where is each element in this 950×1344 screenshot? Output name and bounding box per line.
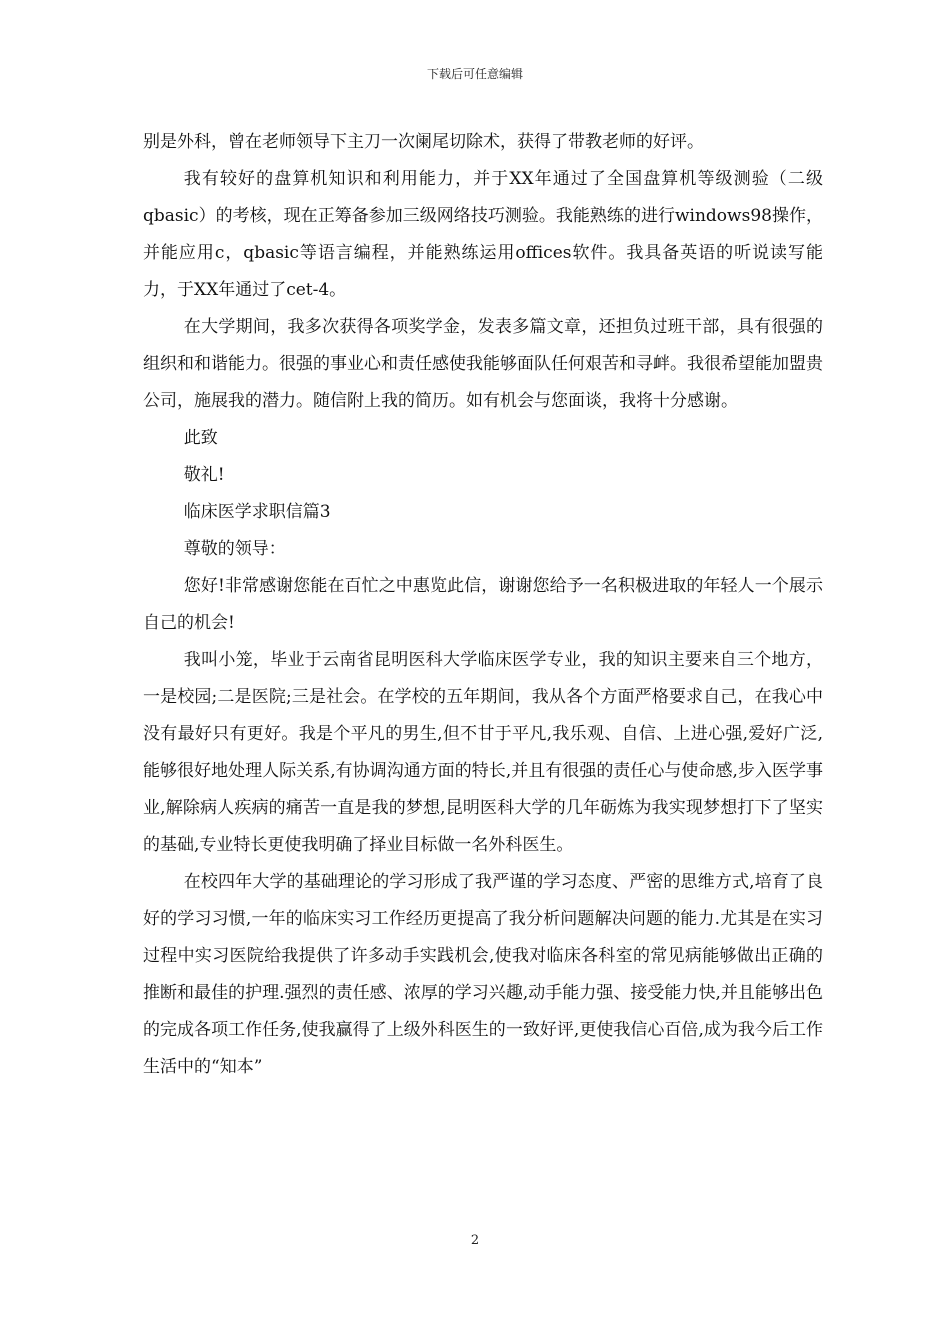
closing-regards: 敬礼! <box>183 465 225 485</box>
paragraph-computer-skills: 我有较好的盘算机知识和利用能力，并于XX年通过了全国盘算机等级测验（二级qbasic）的考核，现在正筹备参加三级网络技巧测验。我能熟练的进行windows98操作，并能应用c，qbasic等语言编程，并能熟练运用offices软件。我具备英语的听说读写能力，于XX年通过了cet-4。 <box>143 169 823 300</box>
page-number: 2 <box>470 1233 480 1248</box>
greeting: 尊敬的领导： <box>183 539 286 559</box>
paragraph-introduction: 我叫小笼，毕业于云南省昆明医科大学临床医学专业，我的知识主要来自三个地方，一是校园;二是医院;三是社会。在学校的五年期间，我从各个方面严格要求自己，在我心中没有最好只有更好。我是个平凡的男生,但不甘于平凡,我乐观、自信、上进心强,爱好广泛,能够很好地处理人际关系,有协调沟通方面的特长,并且有很强的责任心与使命感,步入医学事业,解除病人疾病的痛苦一直是我的梦想,昆明医科大学的几年砺炼为我实现梦想打下了坚实的基础,专业特长更使我明确了择业目标做一名外科医生。 <box>143 650 823 855</box>
section-title: 临床医学求职信篇3 <box>183 502 331 522</box>
document-body <box>143 124 823 1086</box>
page-header: 下载后可任意编辑 <box>426 67 523 81</box>
paragraph-continuation: 别是外科，曾在老师领导下主刀一次阑尾切除术，获得了带教老师的好评。 <box>143 132 704 152</box>
closing-salutation: 此致 <box>183 428 218 448</box>
paragraph-study-experience: 在校四年大学的基础理论的学习形成了我严谨的学习态度、严密的思维方式,培育了良好的学习习惯,一年的临床实习工作经历更提高了我分析问题解决问题的能力.尤其是在实习过程中实习医院给我提供了许多动手实践机会,使我对临床各科室的常见病能够做出正确的推断和最佳的护理.强烈的责任感、浓厚的学习兴趣,动手能力强、接受能力快,并且能够出色的完成各项工作任务,使我赢得了上级外科医生的一致好评,更使我信心百倍,成为我今后工作生活中的“知本” <box>143 872 823 1077</box>
paragraph-thanks: 您好!非常感谢您能在百忙之中惠览此信，谢谢您给予一名积极进取的年轻人一个展示自己的机会! <box>143 576 823 633</box>
paragraph-university-period: 在大学期间，我多次获得各项奖学金，发表多篇文章，还担负过班干部，具有很强的组织和和谐能力。很强的事业心和责任感使我能够面队任何艰苦和寻衅。我很希望能加盟贵公司，施展我的潜力。随信附上我的简历。如有机会与您面谈，我将十分感谢。 <box>143 317 823 411</box>
